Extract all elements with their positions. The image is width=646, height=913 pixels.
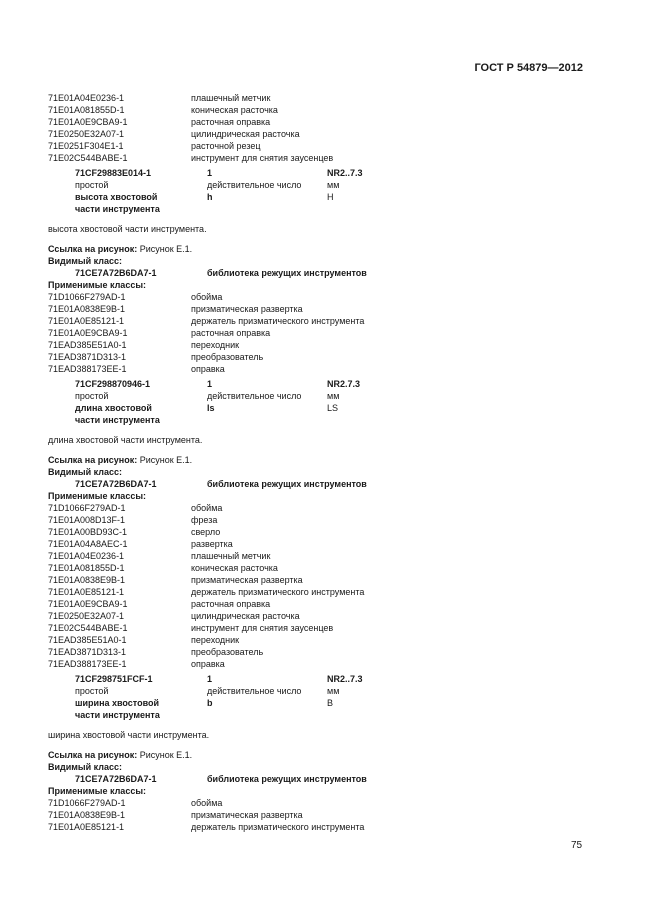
figure-reference [48, 243, 588, 255]
class-code: 71D1066F279AD-1 [48, 798, 126, 808]
visible-class-row [48, 773, 588, 785]
class-description: сверло [191, 527, 221, 537]
visible-class-description: библиотека режущих инструментов [207, 774, 367, 784]
visible-class-row [48, 267, 588, 279]
property-name-continued: части инструмента [75, 710, 160, 720]
property-id: 71CF29883E014-1 [75, 168, 152, 178]
class-code: 71E01A0838E9B-1 [48, 575, 126, 585]
property-number: 1 [207, 674, 213, 684]
property-format: действительное число [207, 180, 302, 190]
class-code: 71E01A04E0236-1 [48, 93, 125, 103]
list-item [48, 574, 588, 586]
class-description: расточная оправка [191, 117, 271, 127]
class-description: призматическая развертка [191, 810, 303, 820]
class-description: призматическая развертка [191, 304, 303, 314]
property-type-row [48, 685, 588, 697]
property-name-row-2 [48, 709, 588, 721]
figure-reference [48, 454, 588, 466]
list-item [48, 598, 588, 610]
property-name-row-2 [48, 203, 588, 215]
property-type: простой [75, 686, 109, 696]
class-description: расточная оправка [191, 599, 271, 609]
applicable-classes-label: Применимые классы: [48, 786, 147, 796]
list-item [48, 622, 588, 634]
property-format: действительное число [207, 686, 302, 696]
class-description: оправка [191, 659, 225, 669]
list-item [48, 562, 588, 574]
property-block [48, 378, 588, 426]
property-number: 1 [207, 379, 213, 389]
class-code: 71E02C544BABE-1 [48, 623, 128, 633]
property-header-row [48, 167, 588, 179]
class-description: оправка [191, 364, 225, 374]
class-code: 71E01A04A8AEC-1 [48, 539, 128, 549]
class-description: держатель призматического инструмента [191, 316, 365, 326]
applicable-classes-label: Применимые классы: [48, 280, 147, 290]
list-item [48, 116, 588, 128]
class-code: 71E01A00BD93C-1 [48, 527, 128, 537]
property-type-row [48, 179, 588, 191]
list-item [48, 658, 588, 670]
property-name-continued: части инструмента [75, 204, 160, 214]
class-code: 71EAD388173EE-1 [48, 659, 127, 669]
class-description: коническая расточка [191, 105, 278, 115]
list-item [48, 104, 588, 116]
property-block [48, 167, 588, 215]
figure-reference-label: Ссылка на рисунок: [48, 750, 138, 760]
visible-class-description: библиотека режущих инструментов [207, 479, 367, 489]
figure-reference-label: Ссылка на рисунок: [48, 244, 138, 254]
class-description: цилиндрическая расточка [191, 611, 300, 621]
list-item [48, 152, 588, 164]
figure-reference-value: Рисунок Е.1. [137, 750, 193, 760]
document-body [48, 92, 588, 833]
class-code: 71E01A081855D-1 [48, 563, 125, 573]
list-item [48, 586, 588, 598]
visible-class-label: Видимый класс: [48, 467, 122, 477]
list-item [48, 821, 588, 833]
class-code: 71EAD388173EE-1 [48, 364, 127, 374]
page-number: 75 [571, 840, 583, 851]
visible-class-row [48, 478, 588, 490]
property-name: ширина хвостовой [75, 698, 160, 708]
visible-class-description: библиотека режущих инструментов [207, 268, 367, 278]
property-definition: высота хвостовой части инструмента. [48, 224, 207, 234]
list-item [48, 315, 588, 327]
class-code: 71EAD3871D313-1 [48, 352, 127, 362]
property-symbol: h [207, 192, 213, 202]
list-item [48, 92, 588, 104]
class-description: плашечный метчик [191, 93, 271, 103]
property-type: простой [75, 180, 109, 190]
class-description: инструмент для снятия заусенцев [191, 153, 334, 163]
list-item [48, 291, 588, 303]
class-description: призматическая развертка [191, 575, 303, 585]
class-description: расточной резец [191, 141, 261, 151]
class-code: 71E01A0E9CBA9-1 [48, 117, 128, 127]
document-header: ГОСТ Р 54879—2012 [474, 62, 583, 74]
class-code: 71E0250E32A07-1 [48, 129, 125, 139]
class-code: 71E01A081855D-1 [48, 105, 125, 115]
class-description: обойма [191, 503, 223, 513]
list-item [48, 809, 588, 821]
property-code: NR2..7.3 [327, 168, 363, 178]
visible-class-code: 71CE7A72B6DA7-1 [75, 268, 157, 278]
property-name-row [48, 191, 588, 203]
property-header-row [48, 673, 588, 685]
class-code: 71E01A0838E9B-1 [48, 810, 126, 820]
property-name: длина хвостовой [75, 403, 152, 413]
list-item [48, 646, 588, 658]
class-code: 71E01A0838E9B-1 [48, 304, 126, 314]
class-code: 71E01A0E85121-1 [48, 316, 125, 326]
figure-reference-value: Рисунок Е.1. [137, 244, 193, 254]
list-item [48, 339, 588, 351]
property-symbol-alt: H [327, 192, 334, 202]
class-description: обойма [191, 798, 223, 808]
list-item [48, 610, 588, 622]
class-description: коническая расточка [191, 563, 278, 573]
class-code: 71E01A0E9CBA9-1 [48, 599, 128, 609]
class-code: 71E0251F304E1-1 [48, 141, 124, 151]
property-name-row [48, 402, 588, 414]
list-item [48, 538, 588, 550]
property-code: NR2.7.3 [327, 379, 361, 389]
class-description: держатель призматического инструмента [191, 587, 365, 597]
property-type-row [48, 390, 588, 402]
property-name: высота хвостовой [75, 192, 158, 202]
class-description: расточная оправка [191, 328, 271, 338]
list-item [48, 327, 588, 339]
class-description: инструмент для снятия заусенцев [191, 623, 334, 633]
property-definition: ширина хвостовой части инструмента. [48, 730, 210, 740]
class-code: 71E01A04E0236-1 [48, 551, 125, 561]
property-type: простой [75, 391, 109, 401]
list-item [48, 797, 588, 809]
figure-reference-label: Ссылка на рисунок: [48, 455, 138, 465]
property-symbol: b [207, 698, 213, 708]
class-code: 71D1066F279AD-1 [48, 292, 126, 302]
visible-class-label: Видимый класс: [48, 256, 122, 266]
property-unit: мм [327, 180, 340, 190]
class-code: 71D1066F279AD-1 [48, 503, 126, 513]
property-unit: мм [327, 686, 340, 696]
visible-class-code: 71CE7A72B6DA7-1 [75, 479, 157, 489]
class-description: преобразователь [191, 647, 264, 657]
property-symbol: ls [207, 403, 215, 413]
list-item [48, 128, 588, 140]
class-code: 71E0250E32A07-1 [48, 611, 125, 621]
property-name-row-2 [48, 414, 588, 426]
list-item [48, 303, 588, 315]
class-code: 71E01A0E85121-1 [48, 587, 125, 597]
class-description: фреза [191, 515, 218, 525]
class-description: переходник [191, 340, 240, 350]
visible-class-label: Видимый класс: [48, 762, 122, 772]
figure-reference [48, 749, 588, 761]
class-description: держатель призматического инструмента [191, 822, 365, 832]
class-description: развертка [191, 539, 233, 549]
list-item [48, 550, 588, 562]
property-name-row [48, 697, 588, 709]
class-description: цилиндрическая расточка [191, 129, 300, 139]
class-code: 71EAD385E51A0-1 [48, 635, 127, 645]
class-code: 71E02C544BABE-1 [48, 153, 128, 163]
list-item [48, 514, 588, 526]
list-item [48, 526, 588, 538]
applicable-classes-label: Применимые классы: [48, 491, 147, 501]
property-header-row [48, 378, 588, 390]
property-name-continued: части инструмента [75, 415, 160, 425]
property-id: 71CF298751FCF-1 [75, 674, 153, 684]
class-code: 71E01A0E9CBA9-1 [48, 328, 128, 338]
class-code: 71E01A0E85121-1 [48, 822, 125, 832]
property-id: 71CF298870946-1 [75, 379, 151, 389]
list-item [48, 634, 588, 646]
class-code: 71EAD385E51A0-1 [48, 340, 127, 350]
class-code: 71EAD3871D313-1 [48, 647, 127, 657]
class-description: обойма [191, 292, 223, 302]
property-definition: длина хвостовой части инструмента. [48, 435, 203, 445]
property-symbol-alt: B [327, 698, 334, 708]
property-block [48, 673, 588, 721]
class-description: преобразователь [191, 352, 264, 362]
property-code: NR2..7.3 [327, 674, 363, 684]
property-unit: мм [327, 391, 340, 401]
list-item [48, 351, 588, 363]
list-item [48, 363, 588, 375]
class-code: 71E01A008D13F-1 [48, 515, 126, 525]
property-number: 1 [207, 168, 213, 178]
class-description: плашечный метчик [191, 551, 271, 561]
class-description: переходник [191, 635, 240, 645]
list-item [48, 140, 588, 152]
figure-reference-value: Рисунок Е.1. [137, 455, 193, 465]
visible-class-code: 71CE7A72B6DA7-1 [75, 774, 157, 784]
property-symbol-alt: LS [327, 403, 339, 413]
property-format: действительное число [207, 391, 302, 401]
list-item [48, 502, 588, 514]
